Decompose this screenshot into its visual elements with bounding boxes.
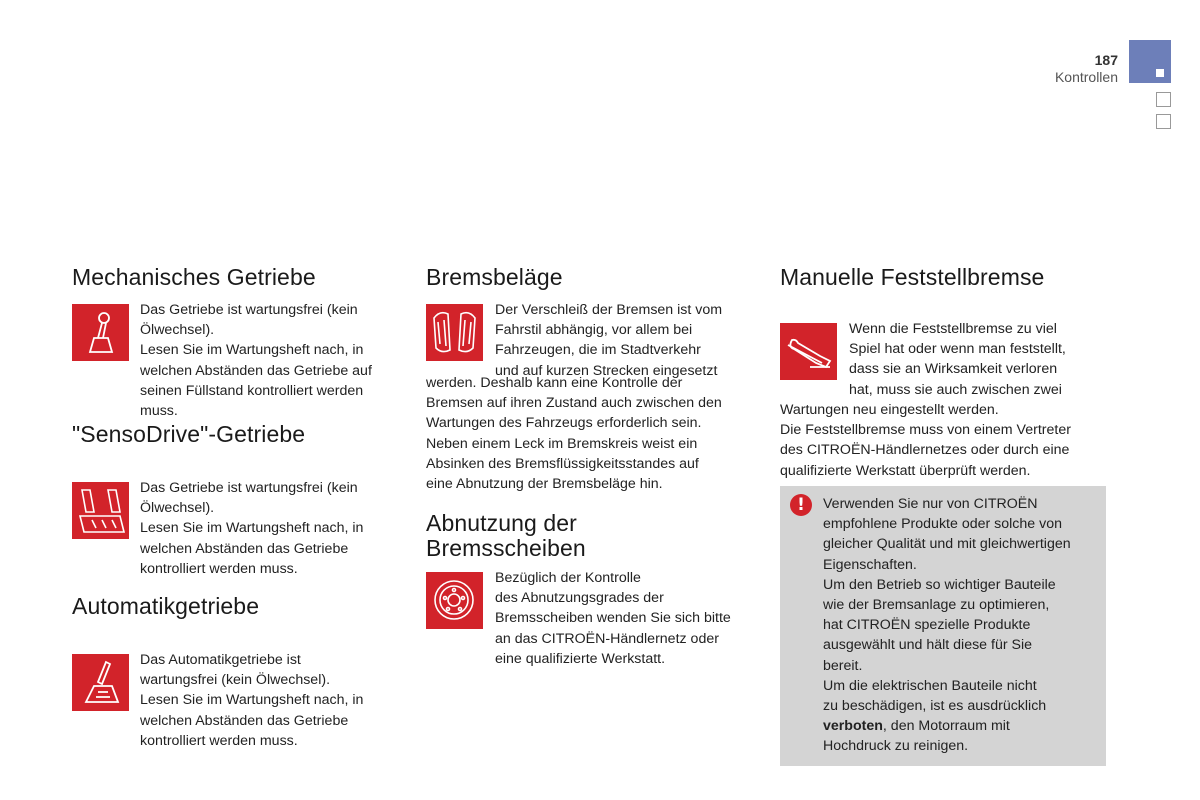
text-line: Hochdruck zu reinigen. — [823, 738, 969, 755]
text-line: empfohlene Produkte oder solche von — [823, 516, 1062, 533]
text-line: ausgewählt und hält diese für Sie — [823, 637, 1033, 654]
text-line: Wartungen neu eingestellt werden. — [780, 402, 999, 418]
text-line: dass sie an Wirksamkeit verloren — [849, 361, 1058, 378]
brake-disc-icon — [426, 572, 483, 629]
bold-word: verboten — [823, 718, 883, 735]
chapter-tab[interactable] — [1156, 92, 1171, 107]
text-line: Eigenschaften. — [823, 556, 917, 573]
text-line: Lesen Sie im Wartungsheft nach, in — [140, 520, 364, 537]
chapter-tab-active[interactable] — [1129, 40, 1171, 83]
heading-automatic-gearbox: Automatikgetriebe — [72, 593, 260, 619]
text-line: Bremsen auf ihren Zustand auch zwischen den — [426, 395, 722, 412]
text-line: Das Getriebe ist wartungsfrei (kein — [140, 302, 358, 318]
text-line: Um den Betrieb so wichtiger Bauteile — [823, 576, 1056, 593]
text-parking-brake-intro — [849, 319, 1109, 400]
text-line: zu beschädigen, ist es ausdrücklich — [823, 698, 1047, 715]
text-brake-pads-intro — [495, 300, 765, 381]
text-warning — [823, 494, 1101, 757]
heading-line: Abnutzung der — [426, 510, 577, 536]
text-line: kontrolliert werden muss. — [140, 732, 298, 749]
text-line: Absinken des Bremsflüssigkeitsstandes auf — [426, 455, 699, 472]
text-brake-pads-body — [426, 373, 766, 494]
text-line — [823, 716, 1101, 736]
text-line: muss. — [140, 403, 178, 420]
text-line: Lesen Sie im Wartungsheft nach, in — [140, 692, 364, 709]
text-line: und auf kurzen Strecken eingesetzt — [495, 362, 718, 379]
text-line: gleicher Qualität und mit gleichwertigen — [823, 536, 1071, 553]
text-parking-brake-body — [780, 400, 1120, 481]
text-line: Ölwechsel). — [140, 500, 215, 517]
text-automatic-gearbox — [140, 650, 410, 751]
text-line: welchen Abständen das Getriebe — [140, 540, 349, 557]
text-line: Bezüglich der Kontrolle — [495, 570, 641, 586]
brake-pads-icon — [426, 304, 483, 361]
warning-glyph: ! — [797, 495, 805, 515]
warning-icon — [790, 494, 812, 516]
text-line: Lesen Sie im Wartungsheft nach, in — [140, 342, 364, 359]
text-line: eine Abnutzung der Bremsbeläge hin. — [426, 476, 663, 493]
text-line: Neben einem Leck im Bremskreis weist ein — [426, 435, 698, 452]
heading-mechanical-gearbox: Mechanisches Getriebe — [72, 264, 316, 290]
text-line: des Abnutzungsgrades der — [495, 590, 664, 607]
text-line: werden. Deshalb kann eine Kontrolle der — [426, 375, 683, 391]
heading-brake-pads: Bremsbeläge — [426, 264, 563, 290]
text-line: hat CITROËN spezielle Produkte — [823, 617, 1031, 634]
text-span: , den Motorraum mit — [882, 718, 1010, 735]
text-line: Fahrzeugen, die im Stadtverkehr — [495, 342, 701, 359]
heading-line: Bremsscheiben — [426, 535, 586, 561]
text-line: Verwenden Sie nur von CITROËN — [823, 496, 1038, 512]
text-line: seinen Füllstand kontrolliert werden — [140, 382, 364, 399]
text-line: Das Getriebe ist wartungsfrei (kein — [140, 480, 358, 496]
parking-brake-icon — [780, 323, 837, 380]
text-line: an das CITROËN-Händlernetz oder — [495, 630, 719, 647]
text-line: wartungsfrei (kein Ölwechsel). — [140, 672, 331, 689]
text-mechanical-gearbox — [140, 300, 410, 421]
section-title: Kontrollen — [1054, 69, 1118, 85]
text-line: Wartungen des Fahrzeugs erforderlich sein. — [426, 415, 702, 432]
text-line: Spiel hat oder wenn man feststellt, — [849, 341, 1066, 358]
text-line: Das Automatikgetriebe ist — [140, 652, 301, 668]
sensodrive-gate-icon — [72, 482, 129, 539]
heading-sensodrive: "SensoDrive"-Getriebe — [72, 421, 306, 447]
text-line: eine qualifizierte Werkstatt. — [495, 650, 666, 667]
text-line: hat, muss sie auch zwischen zwei — [849, 381, 1062, 398]
text-sensodrive — [140, 478, 410, 579]
text-line: bereit. — [823, 657, 863, 674]
heading-brake-discs — [426, 511, 586, 561]
chapter-tab[interactable] — [1156, 114, 1171, 129]
text-line: qualifizierte Werkstatt überprüft werden. — [780, 462, 1031, 479]
automatic-selector-icon — [72, 654, 129, 711]
gear-lever-icon — [72, 304, 129, 361]
text-line: Die Feststellbremse muss von einem Vertreter — [780, 422, 1071, 439]
text-line: wie der Bremsanlage zu optimieren, — [823, 597, 1050, 614]
page-number: 187 — [1094, 52, 1118, 68]
text-line: Um die elektrischen Bauteile nicht — [823, 677, 1037, 694]
text-line: welchen Abständen das Getriebe auf — [140, 362, 372, 379]
text-line: Ölwechsel). — [140, 322, 215, 339]
text-line: des CITROËN-Händlernetzes oder durch eine — [780, 442, 1070, 459]
text-line: kontrolliert werden muss. — [140, 560, 298, 577]
text-line: welchen Abständen das Getriebe — [140, 712, 349, 729]
text-brake-discs — [495, 568, 765, 669]
tab-marker-icon — [1156, 69, 1164, 77]
text-line: Wenn die Feststellbremse zu viel — [849, 321, 1057, 337]
heading-parking-brake: Manuelle Feststellbremse — [780, 264, 1045, 290]
text-line: Fahrstil abhängig, vor allem bei — [495, 322, 693, 339]
text-line: Bremsscheiben wenden Sie sich bitte — [495, 610, 731, 627]
text-line: Der Verschleiß der Bremsen ist vom — [495, 302, 723, 318]
